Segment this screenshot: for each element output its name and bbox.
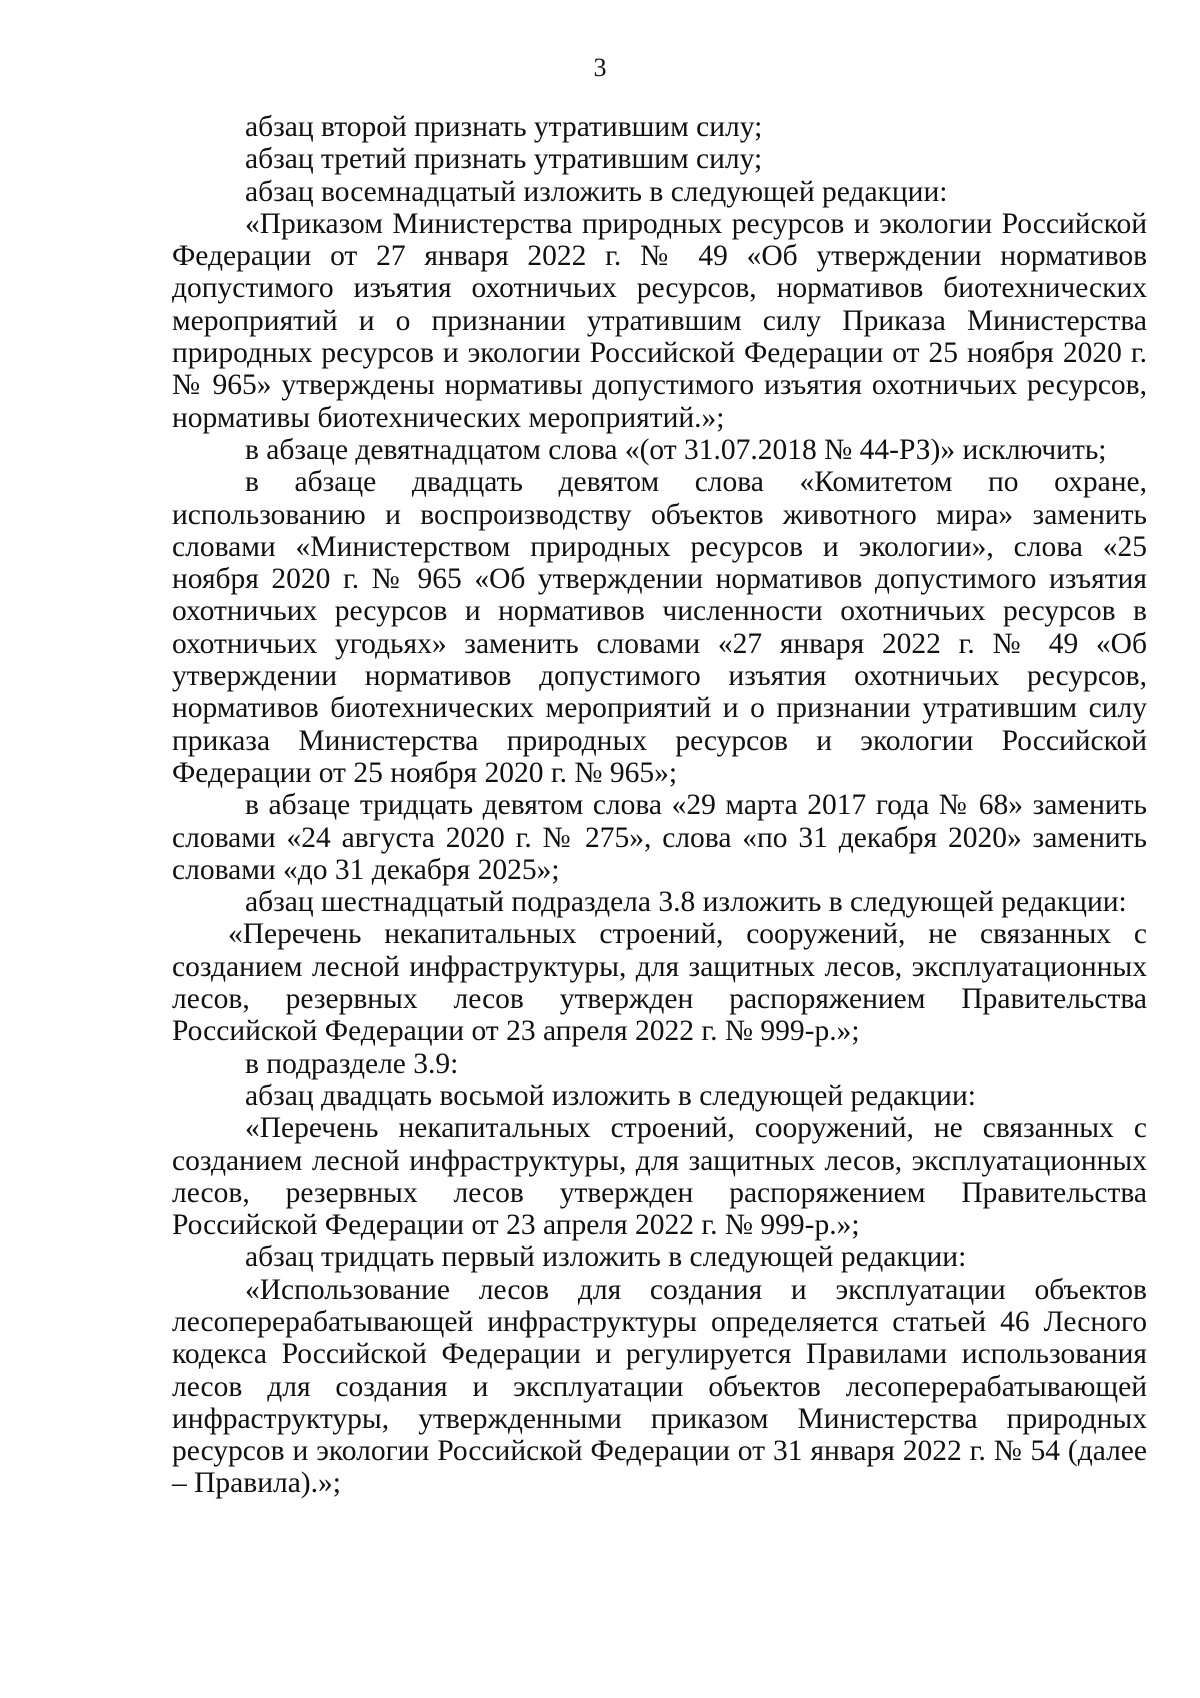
paragraph-9-quote: «Перечень некапитальных строений, сооружений, не связанных с созданием лесной инфраструктуры, для защитных лесов, эксплуатационных лесов, резервных лесов утвержден распоряжением Правительства Российской Федерации от 23 апреля 2022 г. № 999-р.»;: [172, 918, 1155, 1048]
paragraph-12-quote: «Перечень некапитальных строений, сооружений, не связанных с созданием лесной инфраструктуры, для защитных лесов, эксплуатационных лесов, резервных лесов утвержден распоряжением Правительства Российской Федерации от 23 апреля 2022 г. № 999-р.»;: [172, 1112, 1155, 1242]
paragraph-11: абзац двадцать восьмой изложить в следующей редакции:: [245, 1079, 976, 1112]
paragraph-13: абзац тридцать первый изложить в следующей редакции:: [245, 1241, 967, 1274]
paragraph-7: в абзаце тридцать девятом слова «29 марта 2017 года № 68» заменить словами «24 августа 2020 г. № 275», слова «по 31 декабря 2020» заменить словами «до 31 декабря 2025»;: [172, 789, 1155, 886]
paragraph-8: абзац шестнадцатый подраздела 3.8 изложить в следующей редакции:: [245, 886, 1127, 919]
paragraph-6: в абзаце двадцать девятом слова «Комитетом по охране, использованию и воспроизводству объектов животного мира» заменить словами «Министерством природных ресурсов и экологии», слова «25 ноября 2020 г. № 965 «Об утверждении нормативов допустимого изъятия охотничьих ресурсов и нормативов численности охотничьих ресурсов в охотничьих угодьях» заменить словами «27 января 2022 г. № 49 «Об утверждении нормативов допустимого изъятия охотничьих ресурсов, нормативов биотехнических мероприятий и о признании утратившим силу приказа Министерства природных ресурсов и экологии Российской Федерации от 25 ноября 2020 г. № 965»;: [172, 466, 1155, 789]
document-body: [172, 111, 1155, 1500]
paragraph-3: абзац восемнадцатый изложить в следующей редакции:: [245, 175, 948, 208]
page-number: 3: [593, 53, 607, 82]
paragraph-2: абзац третий признать утратившим силу;: [245, 143, 763, 176]
paragraph-14-quote: «Использование лесов для создания и эксплуатации объектов лесоперерабатывающей инфраструктуры определяется статьей 46 Лесного кодекса Российской Федерации и регулируется Правилами использования лесов для создания и эксплуатации объектов лесоперерабатывающей инфраструктуры, утвержденными приказом Министерства природных ресурсов и экологии Российской Федерации от 31 января 2022 г. № 54 (далее – Правила).»;: [172, 1273, 1155, 1500]
paragraph-1: абзац второй признать утратившим силу;: [245, 111, 763, 143]
paragraph-10: в подразделе 3.9:: [245, 1047, 459, 1080]
paragraph-5: в абзаце девятнадцатом слова «(от 31.07.2018 № 44-РЗ)» исключить;: [245, 433, 1107, 466]
paragraph-4-quote: «Приказом Министерства природных ресурсов и экологии Российской Федерации от 27 января 2022 г. № 49 «Об утверждении нормативов допустимого изъятия охотничьих ресурсов, нормативов биотехнических мероприятий и о признании утратившим силу Приказа Министерства природных ресурсов и экологии Российской Федерации от 25 ноября 2020 г. № 965» утверждены нормативы допустимого изъятия охотничьих ресурсов, нормативы биотехнических мероприятий.»;: [172, 207, 1155, 434]
